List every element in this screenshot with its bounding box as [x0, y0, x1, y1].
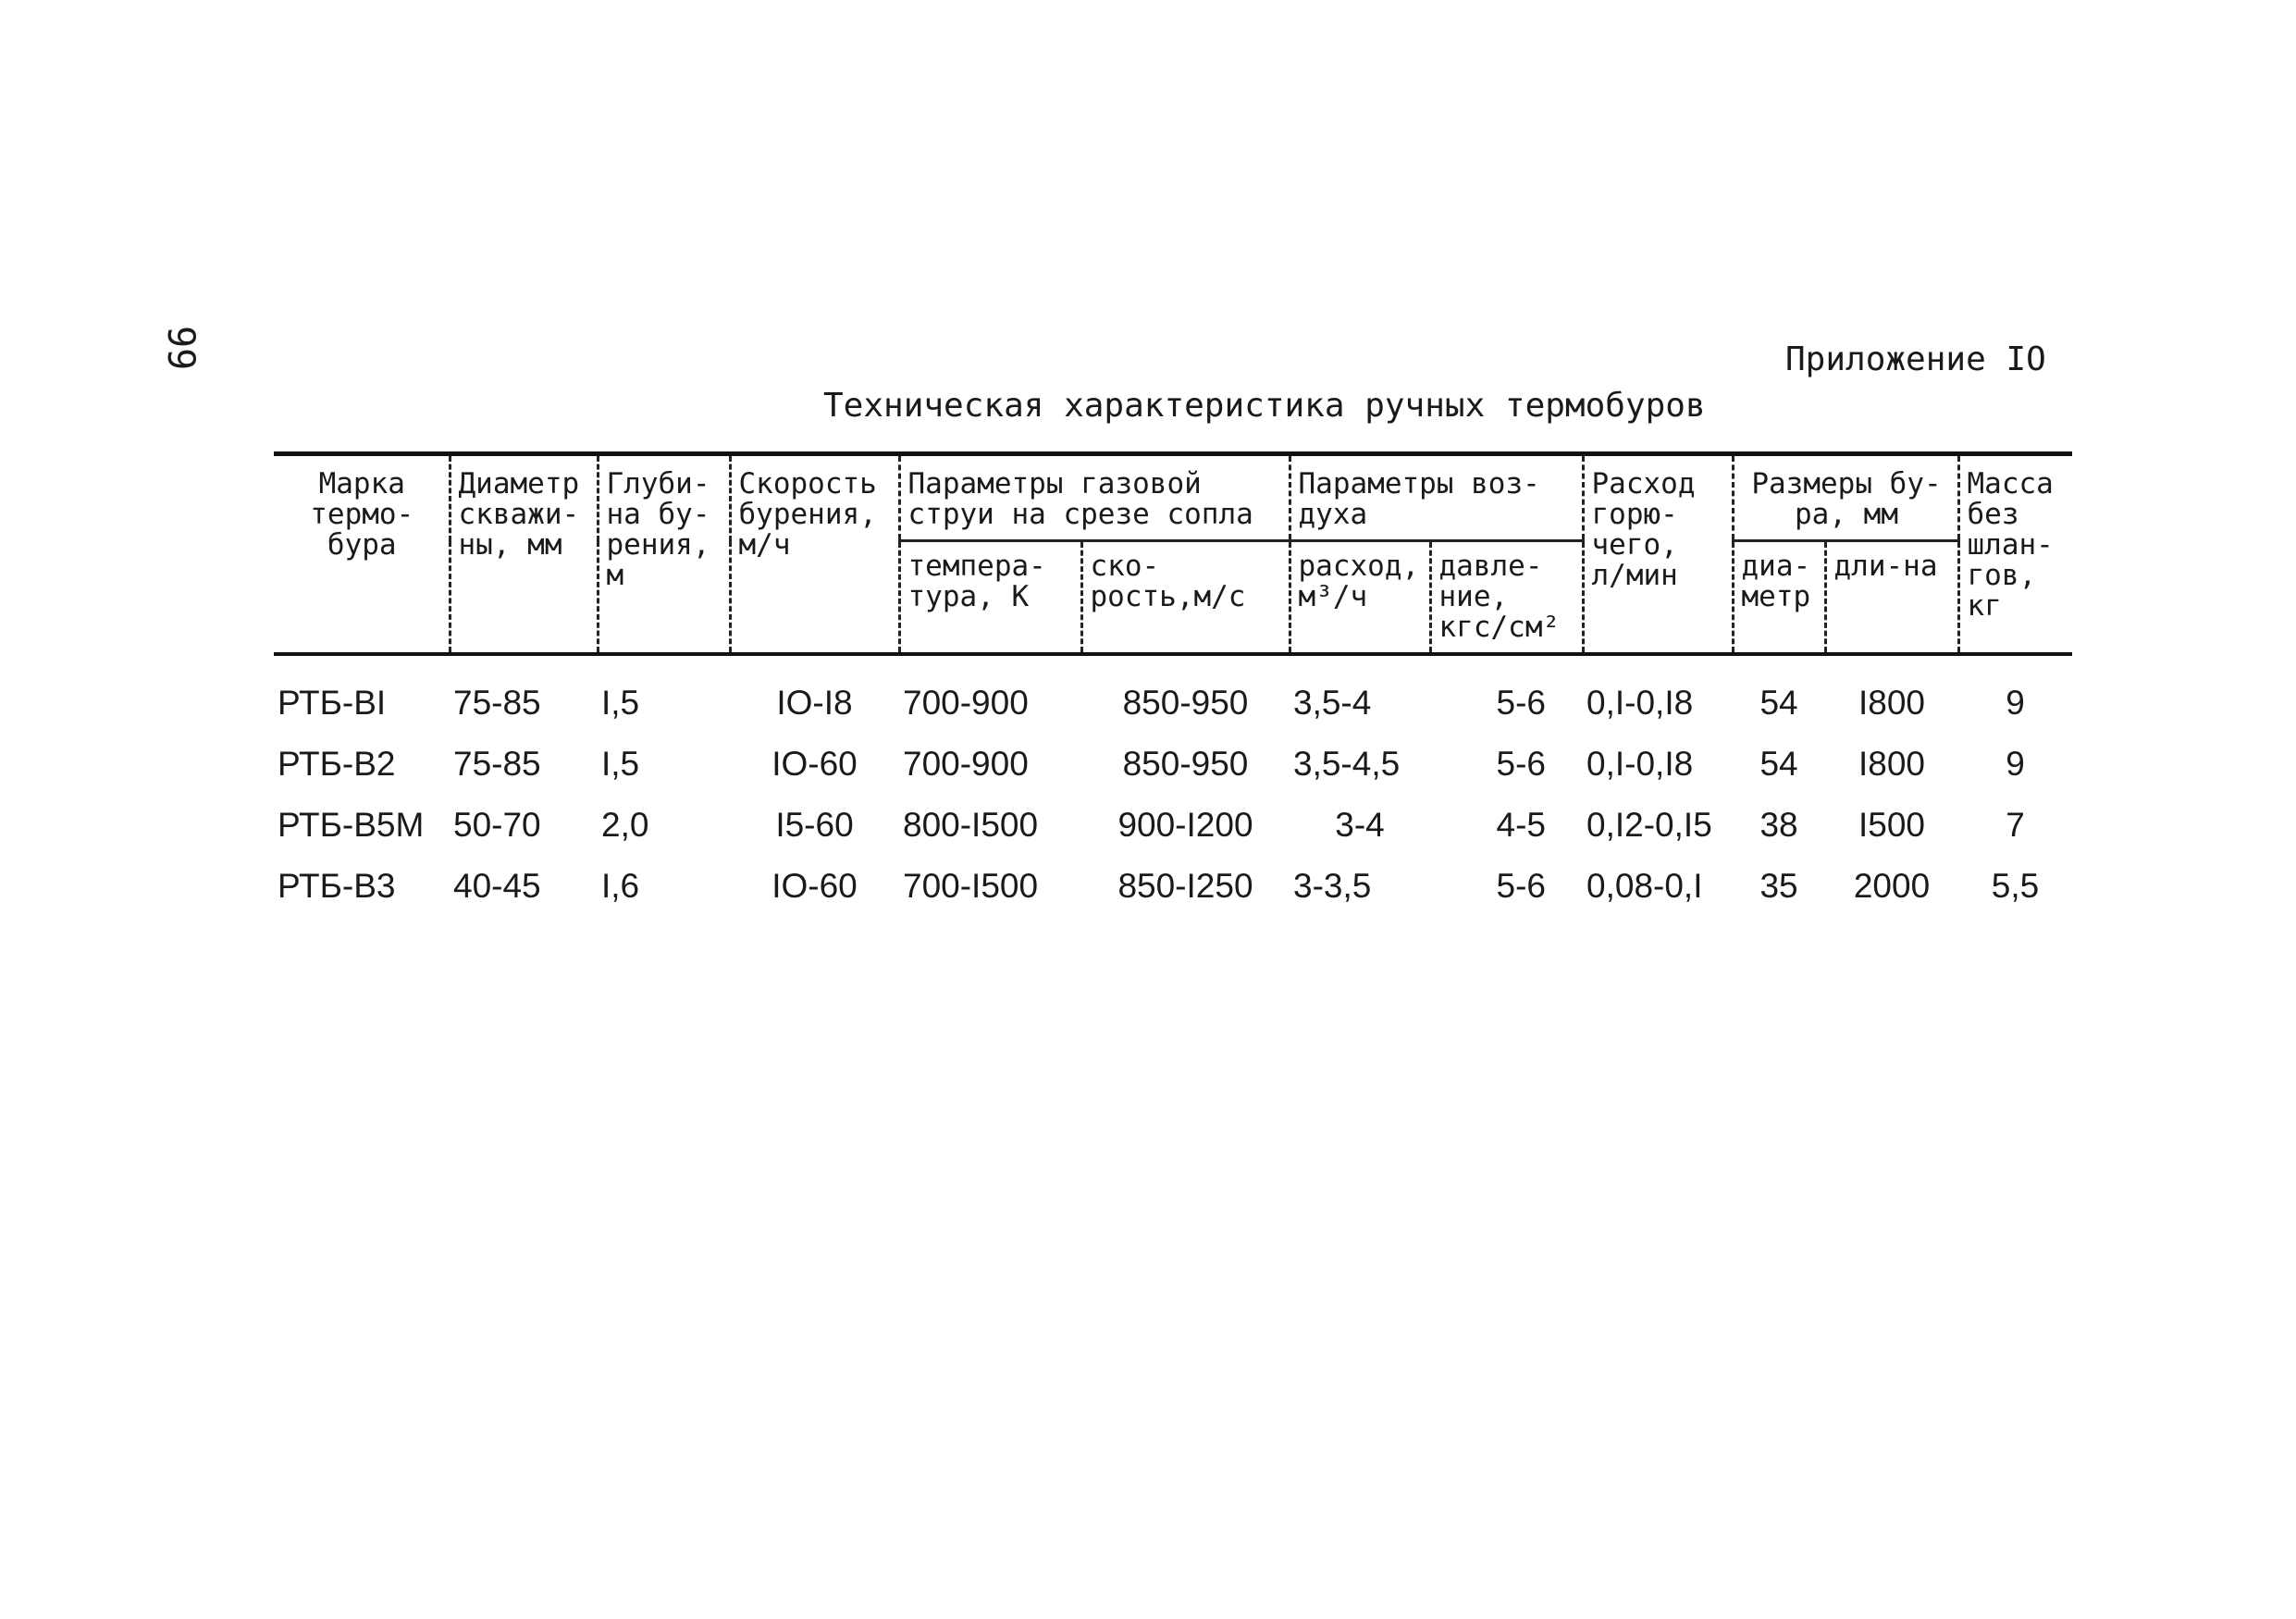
cell-temp: 700-900 — [903, 684, 1029, 722]
page-number: 99 — [159, 326, 202, 371]
header-mass: Масса без шлан-гов, кг — [1958, 454, 2072, 655]
header-drill-speed: Скорость бурения, м/ч — [730, 454, 899, 655]
cell-speed: IO-I8 — [776, 684, 853, 722]
cell-velocity: 850-950 — [1122, 684, 1249, 722]
cell-diameter: 75-85 — [453, 745, 541, 783]
cell-depth: 2,0 — [601, 806, 649, 844]
cell-diameter: 50-70 — [453, 806, 541, 844]
cell-air-pressure: 5-6 — [1496, 867, 1547, 905]
header-gas-velocity: ско-рость,м/с — [1081, 541, 1290, 655]
table-row — [274, 734, 2072, 795]
header-row — [274, 454, 2072, 541]
header-air-pressure: давле-ние, кгс/см² — [1430, 541, 1583, 655]
header-drill-diameter: диа-метр — [1733, 541, 1825, 655]
cell-air-flow: 3-4 — [1335, 806, 1385, 844]
cell-drill-length: I800 — [1858, 745, 1926, 783]
appendix-label: Приложение IO — [1785, 340, 2046, 378]
cell-speed: IO-60 — [772, 867, 858, 905]
header-drill-depth: Глуби-на бу-рения, м — [598, 454, 730, 655]
cell-speed: I5-60 — [775, 806, 854, 844]
header-gas-jet-params: Параметры газовой струи на срезе сопла — [899, 454, 1290, 541]
cell-diameter: 75-85 — [453, 684, 541, 722]
cell-air-flow: 3,5-4 — [1293, 684, 1372, 722]
header-hole-diameter: Диаметр скважи-ны, мм — [450, 454, 598, 655]
cell-mass: 9 — [2006, 745, 2025, 783]
cell-temp: 700-900 — [903, 745, 1029, 783]
cell-temp: 700-I500 — [903, 867, 1039, 905]
cell-air-flow: 3,5-4,5 — [1293, 745, 1401, 783]
cell-velocity: 850-950 — [1122, 745, 1249, 783]
cell-air-pressure: 5-6 — [1496, 684, 1547, 722]
cell-velocity: 850-I250 — [1117, 867, 1253, 905]
header-fuel-consumption: Расход горю-чего, л/мин — [1583, 454, 1733, 655]
table-title: Техническая характеристика ручных термобуров — [823, 387, 1706, 425]
cell-drill-diameter: 35 — [1759, 867, 1798, 905]
header-brand: Марка термо-бура — [274, 454, 450, 655]
cell-air-pressure: 5-6 — [1496, 745, 1547, 783]
cell-depth: I,6 — [601, 867, 640, 905]
header-drill-length: дли-на — [1825, 541, 1958, 655]
cell-brand: РТБ-BI — [278, 684, 387, 722]
cell-fuel: 0,08-0,I — [1586, 867, 1703, 905]
cell-air-pressure: 4-5 — [1496, 806, 1547, 844]
cell-drill-length: 2000 — [1853, 867, 1931, 905]
cell-drill-diameter: 38 — [1759, 806, 1798, 844]
cell-brand: РТБ-B2 — [278, 745, 396, 783]
cell-fuel: 0,I2-0,I5 — [1586, 806, 1712, 844]
cell-air-flow: 3-3,5 — [1293, 867, 1372, 905]
header-gas-temperature: темпера-тура, К — [899, 541, 1081, 655]
cell-drill-diameter: 54 — [1759, 745, 1798, 783]
cell-depth: I,5 — [601, 684, 640, 722]
cell-drill-length: I500 — [1858, 806, 1926, 844]
table-row — [274, 856, 2072, 917]
cell-brand: РТБ-B5M — [278, 806, 425, 844]
cell-velocity: 900-I200 — [1117, 806, 1253, 844]
cell-drill-diameter: 54 — [1759, 684, 1798, 722]
cell-depth: I,5 — [601, 745, 640, 783]
cell-speed: IO-60 — [772, 745, 858, 783]
cell-brand: РТБ-B3 — [278, 867, 396, 905]
cell-fuel: 0,I-0,I8 — [1586, 684, 1694, 722]
header-drill-dimensions: Размеры бу-ра, мм — [1733, 454, 1958, 541]
cell-temp: 800-I500 — [903, 806, 1039, 844]
cell-mass: 9 — [2006, 684, 2025, 722]
cell-mass: 7 — [2006, 806, 2025, 844]
header-air-params: Параметры воз-духа — [1290, 454, 1583, 541]
specifications-table — [274, 451, 2072, 917]
table-row — [274, 795, 2072, 856]
cell-drill-length: I800 — [1858, 684, 1926, 722]
cell-diameter: 40-45 — [453, 867, 541, 905]
cell-mass: 5,5 — [1991, 867, 2040, 905]
header-air-flow: расход, м³/ч — [1290, 541, 1430, 655]
cell-fuel: 0,I-0,I8 — [1586, 745, 1694, 783]
table-row — [274, 654, 2072, 734]
